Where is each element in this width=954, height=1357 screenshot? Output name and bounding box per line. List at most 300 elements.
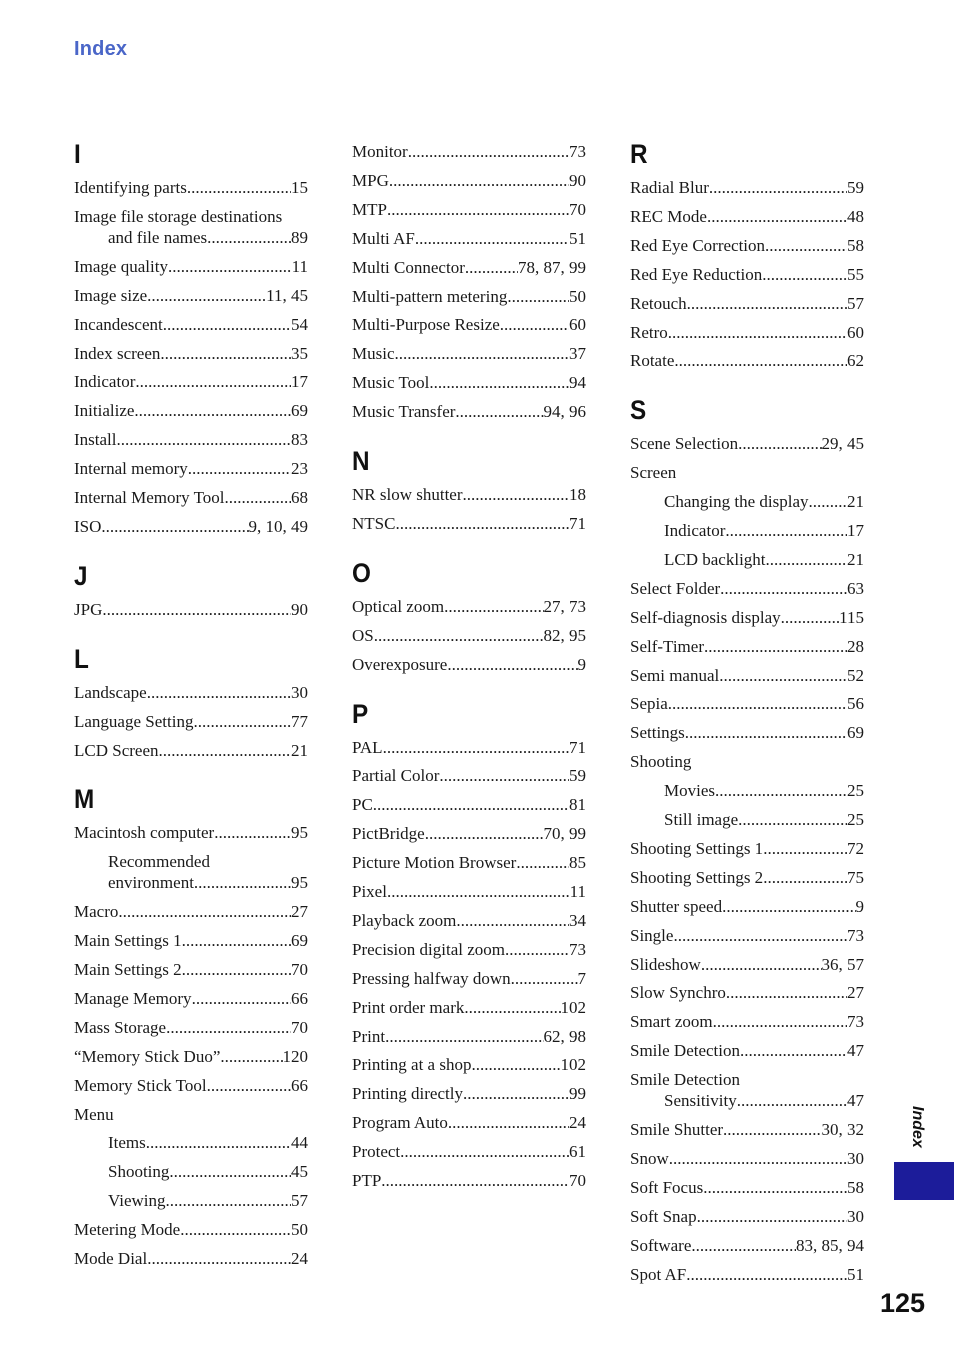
entry-label: Smile Shutter [630,1120,724,1139]
dot-leader [762,264,847,286]
entry-label: Indicator [664,521,726,540]
entry-label: NTSC [352,513,396,533]
dot-leader [709,177,847,199]
index-subentry [664,1090,864,1112]
dot-leader [395,513,569,535]
side-tab-marker [894,1162,954,1200]
index-entry [352,1112,586,1134]
dot-leader [668,322,847,344]
entry-label: Mass Storage [74,1017,167,1037]
entry-label: Self-Timer [630,636,704,656]
entry-label: OS [352,625,374,645]
dot-leader [763,838,847,860]
dot-leader [719,665,847,687]
index-entry [352,852,586,874]
entry-label: Memory Stick Tool [74,1075,207,1095]
index-entry [630,838,864,860]
dot-leader [463,484,570,506]
index-entry [630,896,864,918]
index-heading-entry: Screen [630,463,677,483]
dot-leader [737,1090,847,1112]
entry-label: JPG [74,599,103,619]
entry-page-ref: 78, 87, 99 [518,257,586,277]
entry-page-ref: 9, 10, 49 [248,516,308,536]
entry-label: MTP [352,199,387,219]
dot-leader [118,901,291,923]
entry-label: Software [630,1235,692,1255]
entry-label: PC [352,795,373,815]
index-entry [352,257,586,279]
index-entry [74,285,308,307]
entry-label: Multi-pattern metering [352,286,508,306]
entry-label: Picture Motion Browser [352,853,517,873]
entry-page-ref: 69 [291,401,308,421]
index-entry [74,400,308,422]
entry-label: REC Mode [630,206,707,226]
dot-leader [102,599,291,621]
index-entry [630,264,864,286]
index-entry [352,997,586,1019]
dot-leader [160,343,291,365]
entry-page-ref: 23 [291,459,308,479]
entry-label: Sepia [630,694,668,714]
entry-label: Program Auto [352,1113,448,1133]
entry-label: Music [352,344,395,364]
entry-label: Radial Blur [630,178,709,197]
index-entry [74,682,308,704]
entry-page-ref: 11 [291,256,308,276]
dot-leader [738,809,847,831]
entry-page-ref: 11 [569,882,586,901]
entry-page-ref: 83, 85, 94 [796,1235,864,1255]
entry-label: Install [74,430,117,450]
dot-leader [220,1046,282,1068]
index-entry [630,1040,864,1062]
dot-leader [673,925,847,947]
entry-page-ref: 81 [569,795,586,815]
entry-page-ref: 15 [291,178,308,197]
entry-page-ref: 85 [569,853,586,873]
entry-label: Main Settings 1 [74,931,182,951]
entry-label: PictBridge [352,824,425,844]
entry-page-ref: 30, 32 [821,1120,864,1139]
dot-leader [387,881,570,903]
dot-leader [669,1148,847,1170]
entry-label: Spot AF [630,1264,687,1284]
index-entry [352,141,586,163]
index-entry [630,982,864,1004]
dot-leader [400,1141,569,1163]
index-heading-entry: Shooting [630,752,692,772]
entry-page-ref: 61 [569,1142,586,1162]
index-heading-entry: Menu [74,1104,114,1124]
entry-page-ref: 115 [839,607,864,627]
entry-page-ref: 30 [291,682,308,702]
entry-label: Slow Synchro [630,983,726,1003]
index-entry [630,177,864,199]
entry-label: Sensitivity [664,1091,737,1111]
entry-label: Smile Detection [630,1041,741,1061]
entry-page-ref: 66 [291,988,308,1008]
entry-label: Red Eye Correction [630,235,766,255]
index-entry [74,1046,308,1068]
index-entry [74,1075,308,1097]
entry-label: Metering Mode [74,1220,181,1240]
entry-label: Viewing [108,1191,166,1211]
entry-label: Music Transfer [352,402,456,422]
index-entry [74,487,308,509]
entry-label: Items [108,1133,146,1153]
entry-page-ref: 89 [291,227,308,247]
entry-page-ref: 94 [569,373,586,393]
dot-leader [385,1026,543,1048]
entry-page-ref: 17 [847,521,864,540]
dot-leader [101,516,248,538]
entry-label: Internal Memory Tool [74,488,225,507]
entry-label: Shooting Settings 1 [630,838,764,858]
section-letter: S [630,395,647,426]
dot-leader [505,939,569,961]
dot-leader [147,682,291,704]
entry-label: “Memory Stick Duo” [74,1046,221,1066]
entry-page-ref: 70 [291,960,308,979]
entry-page-ref: 47 [847,1041,864,1061]
entry-page-ref: 120 [282,1046,308,1066]
index-entry [630,293,864,315]
entry-label: LCD backlight [664,549,766,569]
dot-leader [192,988,291,1010]
index-entry [630,433,864,455]
dot-leader [182,959,291,981]
entry-page-ref: 69 [291,931,308,951]
index-entry [630,578,864,600]
index-subentry [664,809,864,831]
index-entry [352,881,586,903]
entry-label: LCD Screen [74,740,159,760]
index-entry [74,429,308,451]
section-letter: R [630,139,648,169]
index-subentry [108,1190,308,1212]
entry-page-ref: 60 [847,322,864,342]
entry-label: Movies [664,781,715,801]
index-entry [352,625,586,647]
index-entry [630,925,864,947]
index-entry [74,314,308,336]
dot-leader [707,206,847,228]
entry-label: Playback zoom [352,910,457,930]
index-entry [352,654,586,676]
index-entry [352,1026,586,1048]
entry-page-ref: 58 [847,235,864,255]
dot-leader [511,968,578,990]
entry-page-ref: 44 [291,1133,308,1153]
entry-label: Soft Snap [630,1206,697,1226]
entry-label: Incandescent [74,314,163,334]
dot-leader [389,170,569,192]
entry-label: Snow [630,1148,669,1168]
dot-leader [135,371,291,393]
entry-page-ref: 70 [291,1017,308,1037]
index-entry [630,1235,864,1257]
dot-leader [691,1235,796,1257]
entry-page-ref: 35 [291,343,308,363]
index-entry [74,959,308,981]
dot-leader [374,625,544,647]
entry-page-ref: 90 [291,599,308,619]
index-entry [352,484,586,506]
entry-label: NR slow shutter [352,485,463,504]
entry-page-ref: 63 [847,578,864,598]
entry-label: Indicator [74,372,136,392]
dot-leader [193,711,291,733]
dot-leader [163,314,291,336]
dot-leader [214,822,291,844]
entry-page-ref: 55 [847,264,864,284]
dot-leader [703,1177,847,1199]
entry-label: Index screen [74,343,161,363]
dot-leader [381,1170,569,1192]
entry-page-ref: 68 [291,488,308,507]
dot-leader [685,722,847,744]
entry-page-ref: 95 [291,823,308,843]
index-subentry [664,780,864,802]
dot-leader [147,285,266,307]
index-entry [74,371,308,393]
index-entry [352,939,586,961]
dot-leader [373,794,569,816]
index-subentry [664,520,864,542]
entry-label: Multi-Purpose Resize [352,315,500,335]
dot-leader [704,636,847,658]
entry-page-ref: 34 [569,910,586,930]
dot-leader [668,693,847,715]
entry-label: Overexposure [352,654,448,674]
index-subentry [108,1132,308,1154]
entry-page-ref: 24 [569,1113,586,1133]
dot-leader [447,654,577,676]
entry-page-ref: 71 [569,513,586,533]
entry-page-ref: 9 [577,654,586,674]
entry-page-ref: 51 [847,1264,864,1284]
index-entry [630,206,864,228]
index-entry [352,170,586,192]
entry-label: Landscape [74,682,147,702]
dot-leader [781,607,839,629]
index-entry [74,516,308,538]
index-entry [630,1119,864,1141]
entry-label: Scene Selection [630,434,739,454]
dot-leader [808,491,847,513]
entry-page-ref: 25 [847,781,864,801]
entry-page-ref: 29, 45 [821,434,864,454]
dot-leader [763,867,847,889]
index-entry [352,343,586,365]
index-entry [352,286,586,308]
entry-page-ref: 52 [847,665,864,685]
index-entry [630,350,864,372]
index-entry [630,693,864,715]
dot-leader [439,765,569,787]
entry-page-ref: 11, 45 [266,285,308,305]
index-entry-first-line: Smile Detection [630,1070,741,1090]
entry-label: Retouch [630,293,687,313]
entry-page-ref: 37 [569,344,586,364]
entry-page-ref: 99 [569,1084,586,1104]
entry-label: Partial Color [352,766,440,786]
entry-page-ref: 27 [847,983,864,1003]
entry-label: Image size [74,285,148,305]
entry-page-ref: 27 [291,902,308,922]
index-entry [352,1141,586,1163]
entry-label: Smart zoom [630,1012,713,1032]
entry-label: ISO [74,516,102,536]
index-entry [352,737,586,759]
dot-leader [448,1112,569,1134]
section-letter: L [74,643,89,674]
dot-leader [182,930,291,952]
entry-label: PTP [352,1171,382,1190]
index-entry [630,1177,864,1199]
dot-leader [168,256,292,278]
entry-page-ref: 70 [569,199,586,219]
index-subentry [664,549,864,571]
entry-label: Shooting Settings 2 [630,867,764,887]
index-entry [352,228,586,250]
entry-page-ref: 82, 95 [543,625,586,645]
entry-page-ref: 94, 96 [543,402,586,422]
entry-label: Settings [630,723,685,743]
entry-page-ref: 25 [847,810,864,829]
entry-page-ref: 59 [847,178,864,197]
index-entry [74,711,308,733]
index-entry [352,199,586,221]
page-number: 125 [880,1288,926,1318]
dot-leader [187,177,291,199]
index-entry [630,1011,864,1033]
dot-leader [464,997,560,1019]
dot-leader [429,372,569,394]
entry-label: Macro [74,902,119,922]
section-letter: O [352,557,371,588]
index-entry [74,458,308,480]
entry-label: Self-diagnosis display [630,607,781,627]
entry-page-ref: 66 [291,1075,308,1095]
index-entry [352,314,586,336]
entry-label: Red Eye Reduction [630,264,763,284]
index-entry [630,954,864,976]
dot-leader [722,896,855,918]
entry-page-ref: 95 [291,873,308,893]
dot-leader [723,1119,821,1141]
index-entry [352,968,586,990]
entry-label: Print [352,1026,386,1046]
entry-label: Soft Focus [630,1177,704,1197]
index-entry [630,722,864,744]
dot-leader [456,910,569,932]
dot-leader [765,235,847,257]
dot-leader [507,286,569,308]
entry-label: Multi AF [352,228,415,248]
index-entry [74,740,308,762]
entry-page-ref: 7 [577,968,586,988]
entry-page-ref: 71 [569,737,586,757]
index-entry [352,794,586,816]
entry-label: Precision digital zoom [352,939,505,959]
index-entry [630,1264,864,1286]
running-header: Index [74,38,128,60]
dot-leader [738,433,821,455]
entry-label: PAL [352,737,383,757]
entry-page-ref: 73 [569,939,586,959]
dot-leader [720,578,847,600]
index-entry [74,599,308,621]
index-entry [630,636,864,658]
section-letter: I [74,139,81,169]
entry-page-ref: 27, 73 [543,596,586,616]
entry-page-ref: 56 [847,694,864,714]
dot-leader [455,401,543,423]
entry-page-ref: 73 [847,1012,864,1032]
index-entry [630,607,864,629]
entry-page-ref: 77 [291,711,308,731]
dot-leader [188,458,291,480]
index-subentry [664,491,864,513]
entry-label: Still image [664,810,739,829]
index-entry [630,867,864,889]
section-letter: M [74,784,95,815]
entry-label: and file names [108,227,208,247]
dot-leader [169,1161,291,1183]
entry-label: Printing at a shop [352,1055,472,1075]
entry-label: Retro [630,322,668,342]
entry-label: Manage Memory [74,988,192,1008]
entry-label: Shooting [108,1162,170,1182]
entry-label: Pixel [352,882,387,901]
dot-leader [713,1011,847,1033]
dot-leader [725,520,847,542]
entry-label: Select Folder [630,578,721,598]
dot-leader [444,596,543,618]
dot-leader [425,823,544,845]
entry-page-ref: 21 [847,492,864,512]
dot-leader [701,954,822,976]
entry-page-ref: 17 [291,372,308,392]
entry-label: Single [630,925,674,945]
entry-page-ref: 45 [291,1162,308,1182]
entry-page-ref: 54 [291,314,308,334]
entry-label: Print order mark [352,997,465,1017]
entry-page-ref: 102 [560,1055,586,1075]
index-entry [352,401,586,423]
entry-label: Macintosh computer [74,823,215,843]
entry-label: Printing directly [352,1084,463,1104]
entry-page-ref: 57 [291,1191,308,1211]
entry-label: Initialize [74,401,135,421]
entry-page-ref: 47 [847,1091,864,1111]
index-entry [74,822,308,844]
entry-page-ref: 69 [847,723,864,743]
dot-leader [194,872,291,894]
entry-label: Pressing halfway down [352,968,511,988]
index-subentry [108,872,308,894]
dot-leader [146,1132,291,1154]
index-entry [352,765,586,787]
entry-label: MPG [352,170,389,190]
entry-page-ref: 62, 98 [543,1026,586,1046]
entry-label: Main Settings 2 [74,960,182,979]
index-entry [630,322,864,344]
index-entry [74,1219,308,1241]
